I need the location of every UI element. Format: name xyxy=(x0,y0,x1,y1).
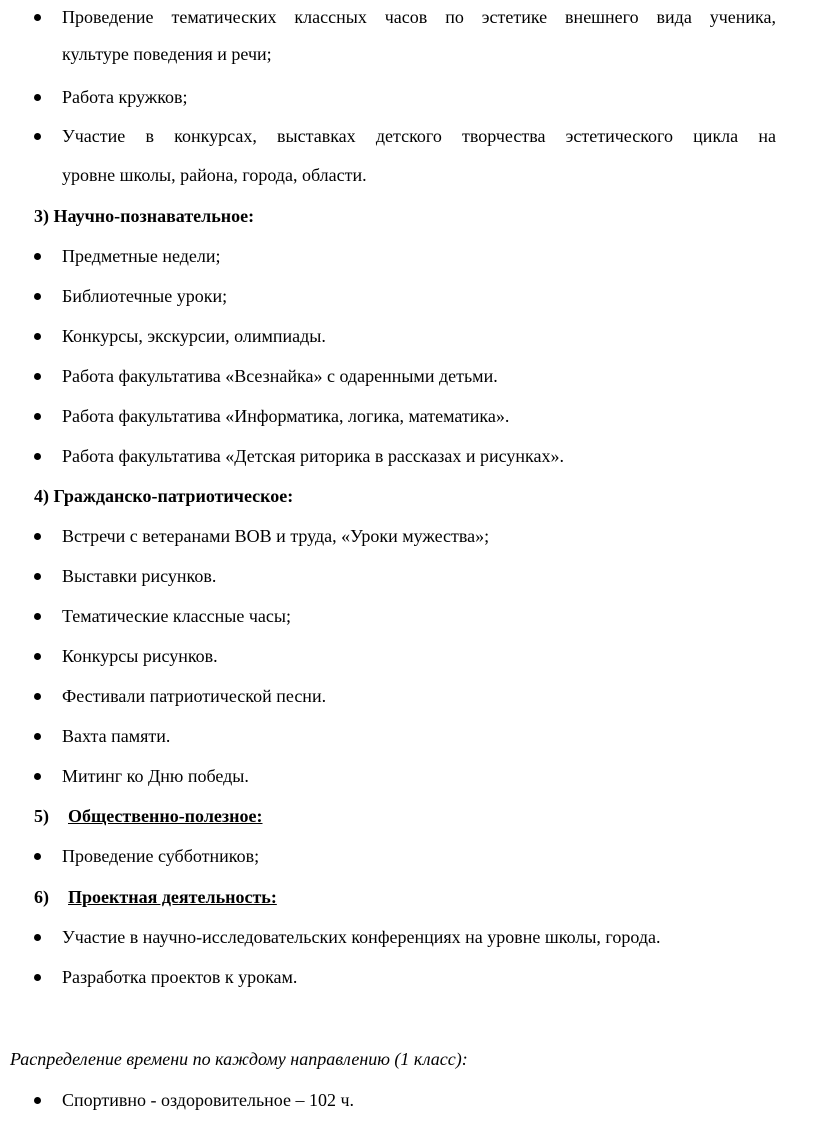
bullet-icon xyxy=(34,573,41,580)
section-number: 6) xyxy=(34,887,49,907)
time-distribution-heading: Распределение времени по каждому направлению (1 класс): xyxy=(10,1049,468,1069)
list-item: Библиотечные уроки; xyxy=(62,286,228,306)
list-item: Митинг ко Дню победы. xyxy=(62,766,249,786)
list-item: Спортивно - оздоровительное – 102 ч. xyxy=(62,1090,355,1110)
list-item: Проведение субботников; xyxy=(62,846,260,866)
list-item: Конкурсы рисунков. xyxy=(62,646,218,666)
list-item: Работа факультатива «Всезнайка» с одаренными детьми. xyxy=(62,366,498,386)
section-heading: 4) Гражданско-патриотическое: xyxy=(34,486,294,506)
bullet-icon xyxy=(34,1097,41,1104)
bullet-icon xyxy=(34,94,41,101)
list-item: Конкурсы, экскурсии, олимпиады. xyxy=(62,326,326,346)
bullet-icon xyxy=(34,133,41,140)
list-item: Выставки рисунков. xyxy=(62,566,217,586)
bullet-icon xyxy=(34,413,41,420)
section-number: 5) xyxy=(34,806,49,826)
list-item: Проведение тематических классных часов по эстетике внешнего вида ученика, xyxy=(62,7,776,27)
bullet-icon xyxy=(34,14,41,21)
bullet-icon xyxy=(34,974,41,981)
bullet-icon xyxy=(34,733,41,740)
list-item: Работа кружков; xyxy=(62,87,188,107)
list-item: Предметные недели; xyxy=(62,246,221,266)
bullet-icon xyxy=(34,453,41,460)
list-item: Вахта памяти. xyxy=(62,726,171,746)
bullet-icon xyxy=(34,253,41,260)
list-item-continuation: уровне школы, района, города, области. xyxy=(62,165,367,185)
list-item: Фестивали патриотической песни. xyxy=(62,686,327,706)
list-item-continuation: культуре поведения и речи; xyxy=(62,44,272,64)
bullet-icon xyxy=(34,333,41,340)
section-heading: 3) Научно-познавательное: xyxy=(34,206,255,226)
list-item: Участие в научно-исследовательских конференциях на уровне школы, города. xyxy=(62,927,661,947)
section-heading: Проектная деятельность: xyxy=(68,887,277,907)
bullet-icon xyxy=(34,373,41,380)
bullet-icon xyxy=(34,613,41,620)
list-item: Участие в конкурсах, выставках детского творчества эстетического цикла на xyxy=(62,126,776,146)
list-item: Работа факультатива «Информатика, логика, математика». xyxy=(62,406,510,426)
bullet-icon xyxy=(34,773,41,780)
bullet-icon xyxy=(34,533,41,540)
list-item: Встречи с ветеранами ВОВ и труда, «Уроки мужества»; xyxy=(62,526,490,546)
bullet-icon xyxy=(34,693,41,700)
bullet-icon xyxy=(34,934,41,941)
section-heading: Общественно-полезное: xyxy=(68,806,263,826)
bullet-icon xyxy=(34,853,41,860)
bullet-icon xyxy=(34,293,41,300)
list-item: Разработка проектов к урокам. xyxy=(62,967,298,987)
list-item: Работа факультатива «Детская риторика в рассказах и рисунках». xyxy=(62,446,565,466)
list-item: Тематические классные часы; xyxy=(62,606,291,626)
bullet-icon xyxy=(34,653,41,660)
